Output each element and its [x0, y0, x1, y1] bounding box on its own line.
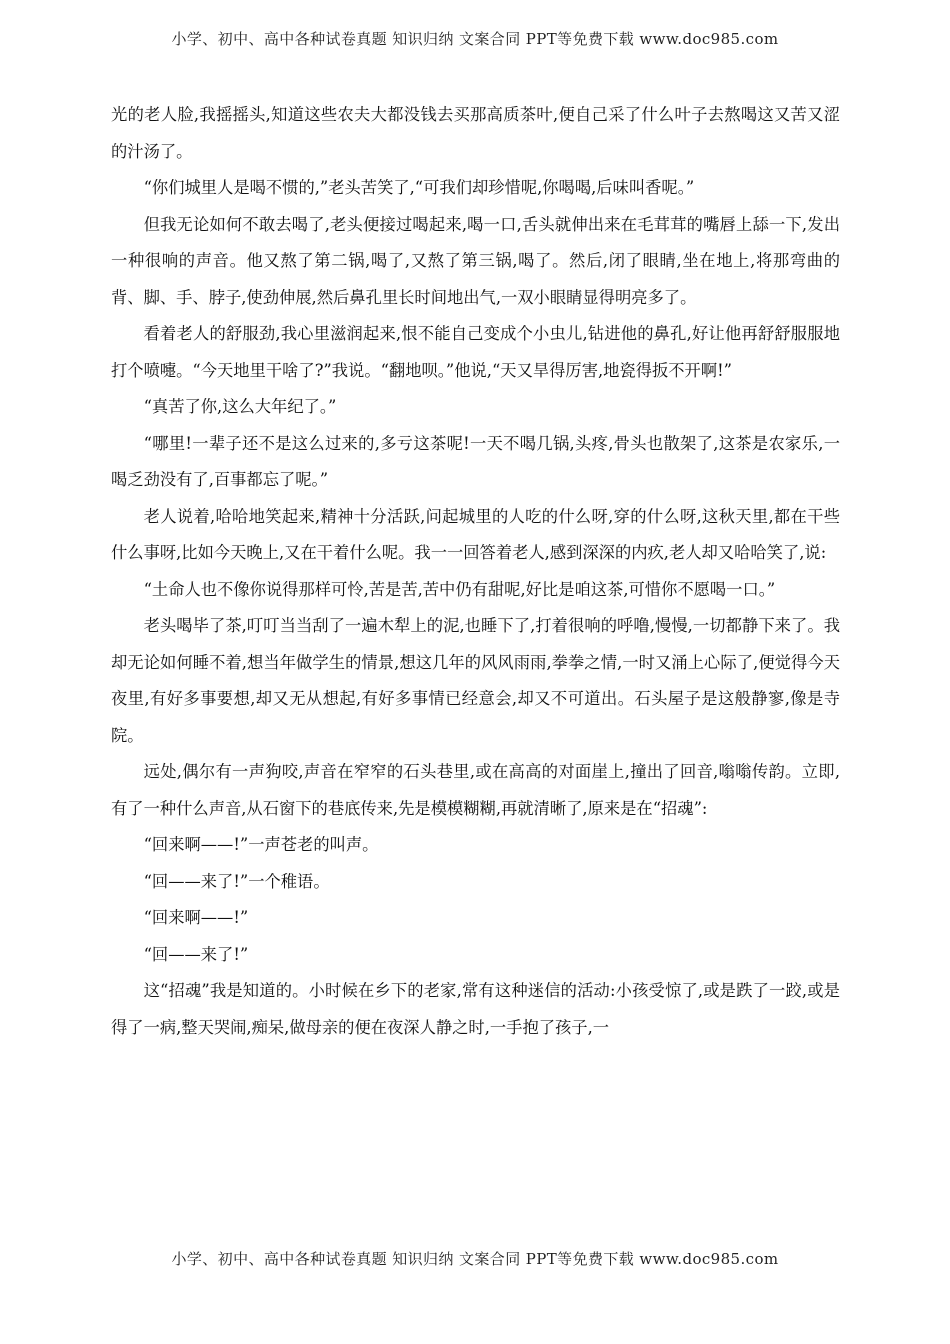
paragraph: “真苦了你,这么大年纪了。” — [143, 397, 337, 416]
paragraph: “回——来了!”一个稚语。 — [143, 871, 330, 891]
paragraph: “土命人也不像你说得那样可怜,苦是苦,苦中仍有甜呢,好比是咱这茶,可惜你不愿喝一口。” — [143, 579, 776, 599]
paragraph: 看着老人的舒服劲,我心里滋润起来,恨不能自己变成个小虫儿,钻进他的鼻孔,好让他再舒舒服服地打个喷嚏。“今天地里干啥了?”我说。“翻地呗。”他说,“天又旱得厉害,地瓷得扳不开啊!” — [111, 324, 840, 380]
paragraph: 老头喝毕了茶,叮叮当当刮了一遍木犁上的泥,也睡下了,打着很响的呼噜,慢慢,一切都静下来了。我却无论如何睡不着,想当年做学生的情景,想这几年的风风雨雨,拳拳之情,一时又涌上心际了,便觉得今天夜里,有好多事要想,却又无从想起,有好多事情已经意会,却又不可道出。石头屋子是这般静寥,像是寺院。 — [111, 616, 840, 745]
paragraph: 但我无论如何不敢去喝了,老头便接过喝起来,喝一口,舌头就伸出来在毛茸茸的嘴唇上舔一下,发出一种很响的声音。他又熬了第二锅,喝了,又熬了第三锅,喝了。然后,闭了眼睛,坐在地上,将那弯曲的背、脚、手、脖子,使劲伸展,然后鼻孔里长时间地出气,一双小眼睛显得明亮多了。 — [111, 214, 840, 307]
paragraph: 老人说着,哈哈地笑起来,精神十分活跃,问起城里的人吃的什么呀,穿的什么呀,这秋天里,都在干些什么事呀,比如今天晚上,又在干着什么呢。我一一回答着老人,感到深深的内疚,老人却又哈哈笑了,说: — [111, 506, 840, 562]
paragraph: “回来啊——!” — [143, 908, 249, 927]
paragraph: “哪里!一辈子还不是这么过来的,多亏这茶呢!一天不喝几锅,头疼,骨头也散架了,这茶是农家乐,一喝乏劲没有了,百事都忘了呢。” — [111, 433, 840, 489]
paragraph: “回——来了!” — [143, 944, 249, 964]
paragraph: “你们城里人是喝不惯的,”老头苦笑了,“可我们却珍惜呢,你喝喝,后味叫香呢。” — [143, 178, 695, 197]
paragraph: 远处,偶尔有一声狗咬,声音在窄窄的石头巷里,或在高高的对面崖上,撞出了回音,嗡嗡传韵。立即,有了一种什么声音,从石窗下的巷底传来,先是模模糊糊,再就清晰了,原来是在“招魂”: — [111, 762, 840, 818]
paragraph: “回来啊——!”一声苍老的叫声。 — [143, 835, 379, 854]
paragraph: 光的老人脸,我摇摇头,知道这些农夫大都没钱去买那高质茶叶,便自己采了什么叶子去熬喝这又苦又涩的汁汤了。 — [111, 105, 840, 161]
page-header: 小学、初中、高中各种试卷真题 知识归纳 文案合同 PPT等免费下载 www.doc985.com — [171, 30, 779, 48]
paragraph: 这“招魂”我是知道的。小时候在乡下的老家,常有这种迷信的活动:小孩受惊了,或是跌了一跤,或是得了一病,整天哭闹,痴呆,做母亲的便在夜深人静之时,一手抱了孩子,一 — [111, 981, 840, 1037]
article-body — [111, 97, 840, 1046]
page-footer: 小学、初中、高中各种试卷真题 知识归纳 文案合同 PPT等免费下载 www.doc985.com — [171, 1250, 779, 1268]
